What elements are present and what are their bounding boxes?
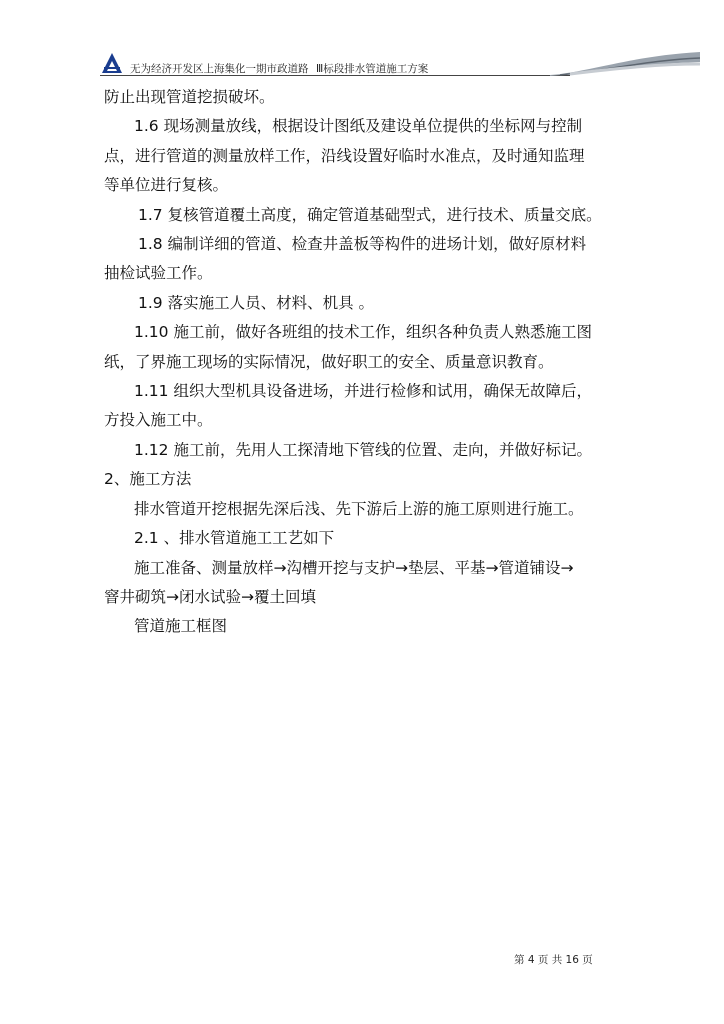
paragraph-line: 排水管道开挖根据先深后浅、先下游后上游的施工原则进行施工。: [134, 499, 584, 518]
figure-caption: 管道施工框图: [134, 617, 228, 636]
paragraph-line: 抽检试验工作。: [104, 264, 213, 283]
header-company: 无为经济开发区上海集化一期市政道路: [130, 63, 309, 75]
paragraph-line: 1.9 落实施工人员、材料、机具 。: [138, 293, 375, 312]
paragraph-line: 点，进行管道的测量放样工作，沿线设置好临时水准点，及时通知监理: [104, 146, 585, 165]
paragraph-line: 1.8 编制详细的管道、检查井盖板等构件的进场计划，做好原材料: [138, 235, 587, 254]
paragraph-line: 1.6 现场测量放线，根据设计图纸及建设单位提供的坐标网与控制: [134, 117, 583, 136]
paragraph-line: 等单位进行复核。: [104, 176, 229, 195]
header-rule: [100, 75, 570, 76]
header-project-title: Ⅲ标段排水管道施工方案: [316, 63, 429, 75]
section-heading: 2、施工方法: [104, 470, 192, 489]
page-number: 第 4 页 共 16 页: [514, 954, 593, 966]
paragraph-line: 1.11 组织大型机具设备进场，并进行检修和试用，确保无故障后，: [134, 382, 592, 401]
paragraph-line: 1.10 施工前，做好各班组的技术工作，组织各种负责人熟悉施工图: [134, 323, 592, 342]
paragraph-line: 纸，了界施工现场的实际情况，做好职工的安全、质量意识教育。: [104, 352, 554, 371]
subsection-heading: 2.1 、排水管道施工工艺如下: [134, 529, 335, 548]
header-decoration-icon: [550, 48, 700, 78]
paragraph-line: 窨井砌筑→闭水试验→覆土回填: [104, 587, 316, 606]
page-header: [100, 48, 700, 80]
paragraph-line: 1.7 复核管道覆土高度，确定管道基础型式，进行技术、质量交底。: [138, 205, 602, 224]
paragraph-line: 防止出现管道挖损破坏。: [104, 88, 275, 106]
paragraph-line: 方投入施工中。: [104, 411, 213, 430]
document-body: [104, 83, 614, 642]
company-logo-icon: [100, 52, 124, 74]
paragraph-line: 1.12 施工前，先用人工探清地下管线的位置、走向，并做好标记。: [134, 440, 592, 459]
paragraph-line: 施工准备、测量放样→沟槽开挖与支护→垫层、平基→管道铺设→: [134, 558, 574, 577]
